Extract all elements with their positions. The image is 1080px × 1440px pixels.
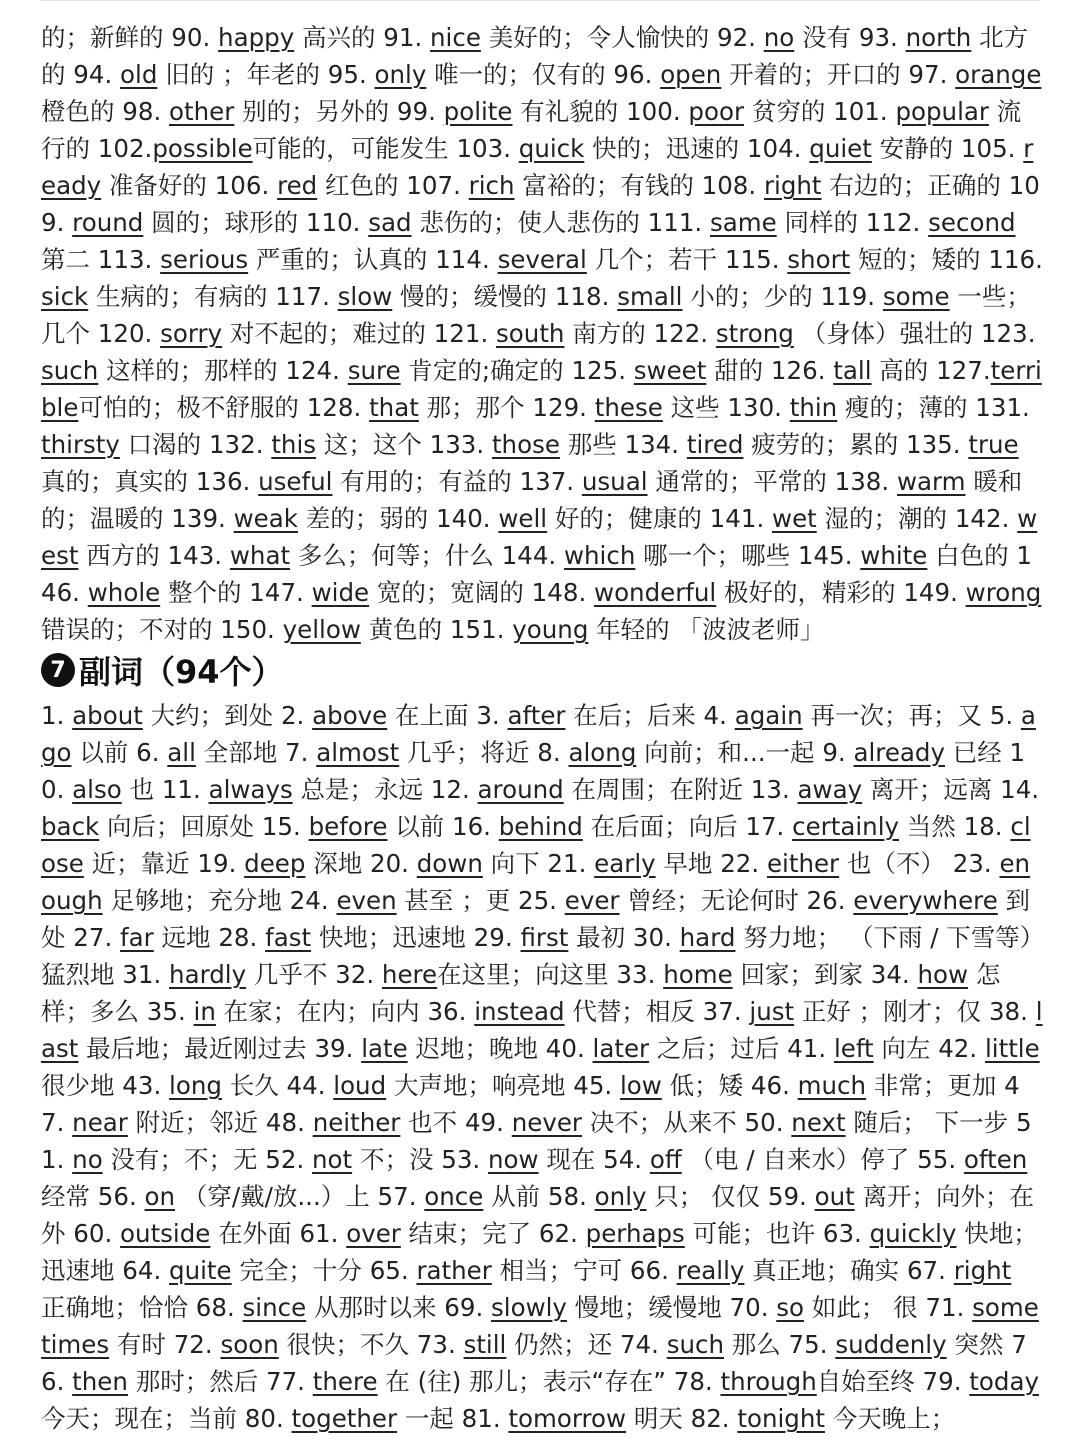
vocab-word: right — [763, 171, 822, 200]
entry-gloss: 今天晚上； — [825, 1404, 956, 1433]
vocab-word: whole — [87, 578, 161, 607]
entry-gloss: 慢的；缓慢的 118. — [392, 282, 618, 311]
entry-gloss: 在周围；在附近 13. — [563, 775, 798, 804]
entry-gloss: 通常的；平常的 138. — [647, 467, 897, 496]
vocab-word: behind — [498, 812, 583, 841]
vocab-word: early — [594, 849, 656, 878]
entry-gloss: 已经 10. — [41, 738, 1026, 804]
entry-gloss: 向下 21. — [482, 849, 595, 878]
vocab-word: near — [72, 1108, 128, 1137]
vocab-word: little — [984, 1034, 1040, 1063]
entry-gloss: 怎样；多么 35. — [41, 960, 1001, 1026]
entry-gloss: 正好 ；刚才；仅 38. — [794, 997, 1036, 1026]
vocab-word: about — [72, 701, 143, 730]
vocab-word: sad — [368, 208, 412, 237]
entry-gloss: 贫穷的 101. — [744, 97, 896, 126]
entry-gloss: 低；矮 46. — [661, 1071, 798, 1100]
vocab-word: not — [312, 1145, 353, 1174]
vocab-word: sorry — [160, 319, 223, 348]
entry-gloss: 右边的；正确的 109. — [41, 171, 1040, 237]
vocab-word: wrong — [965, 578, 1042, 607]
adjective-list-paragraph — [41, 19, 1043, 648]
entry-gloss: 一起 81. — [397, 1404, 509, 1433]
vocab-word: such — [666, 1330, 724, 1359]
entry-gloss: 在外面 61. — [210, 1219, 347, 1248]
entry-gloss: 白色的 146. — [41, 541, 1033, 607]
vocab-word: only — [594, 1182, 647, 1211]
vocab-word: before — [308, 812, 388, 841]
vocab-word: warm — [896, 467, 966, 496]
entry-gloss: 在上面 3. — [387, 701, 508, 730]
vocab-word: slow — [337, 282, 393, 311]
vocab-word: white — [860, 541, 928, 570]
entry-gloss: 短的；矮的 116. — [850, 245, 1043, 274]
entry-gloss: 暖和的；温暖的 139. — [41, 467, 1023, 533]
vocab-word: slowly — [491, 1293, 567, 1322]
vocab-word: sure — [347, 356, 401, 385]
vocab-word: sometimes — [41, 1293, 1039, 1359]
vocab-word: around — [477, 775, 564, 804]
section-number-badge: 7 — [41, 653, 75, 687]
entry-gloss: 最后地；最近刚过去 39. — [78, 1034, 362, 1063]
section-heading — [41, 648, 284, 692]
entry-gloss: 1. — [41, 701, 73, 730]
vocab-word: north — [905, 23, 972, 52]
entry-gloss: 慢地；缓慢地 70. — [566, 1293, 777, 1322]
entry-gloss: 橙色的 98. — [41, 97, 170, 126]
vocab-word: away — [797, 775, 863, 804]
entry-gloss: 仍然；还 74. — [506, 1330, 667, 1359]
vocab-word: just — [749, 997, 795, 1026]
entry-gloss: 一些；几个 120. — [41, 282, 1031, 348]
entry-gloss: 离开；向外；在外 60. — [41, 1182, 1035, 1248]
entry-gloss: 瘦的；薄的 131. — [837, 393, 1030, 422]
entry-gloss: 那时；然后 77. — [127, 1367, 313, 1396]
vocab-word: nice — [430, 23, 481, 52]
entry-gloss: 开着的；开口的 97. — [721, 60, 956, 89]
entry-gloss: 肯定的;确定的 125. — [400, 356, 634, 385]
vocab-word: which — [563, 541, 636, 570]
entry-gloss: 旧的 ；年老的 95. — [157, 60, 375, 89]
vocab-word: in — [193, 997, 216, 1026]
entry-gloss: 那些 134. — [559, 430, 687, 459]
vocab-word: quick — [518, 134, 585, 163]
entry-gloss: 近；靠近 19. — [83, 849, 245, 878]
entry-gloss: （电 / 自来水）停了 55. — [681, 1145, 964, 1174]
vocab-word: always — [208, 775, 293, 804]
vocab-word: sick — [41, 282, 89, 311]
vocab-word: yellow — [282, 615, 361, 644]
vocab-word: over — [346, 1219, 401, 1248]
entry-gloss: 整个的 147. — [160, 578, 312, 607]
vocab-word: together — [291, 1404, 398, 1433]
entry-gloss: 没有 93. — [794, 23, 906, 52]
vocab-word: first — [520, 923, 569, 952]
vocab-word: then — [72, 1367, 128, 1396]
entry-gloss: 好的；健康的 141. — [547, 504, 773, 533]
entry-gloss: 很快；不久 73. — [278, 1330, 464, 1359]
vocab-word: late — [361, 1034, 408, 1063]
entry-gloss: 口渴的 132. — [119, 430, 272, 459]
vocab-word: close — [41, 812, 1031, 878]
entry-gloss: 总是；永远 12. — [292, 775, 478, 804]
vocab-word: soon — [220, 1330, 279, 1359]
vocab-word: everywhere — [853, 886, 998, 915]
vocab-word: popular — [895, 97, 989, 126]
entry-gloss: 代替；相反 37. — [564, 997, 750, 1026]
entry-gloss: 北方的 94. — [41, 23, 1029, 89]
entry-gloss: 也不 49. — [400, 1108, 512, 1137]
vocab-word: same — [710, 208, 777, 237]
entry-gloss: 高兴的 91. — [294, 23, 431, 52]
section-title: 副词（94个） — [79, 653, 284, 691]
entry-gloss: 几乎不 32. — [246, 960, 382, 989]
vocab-word: true — [968, 430, 1019, 459]
entry-gloss: 富裕的；有钱的 108. — [514, 171, 764, 200]
vocab-word: still — [463, 1330, 507, 1359]
entry-gloss: 有时 72. — [109, 1330, 221, 1359]
entry-gloss: 大声地；响亮地 45. — [386, 1071, 620, 1100]
vocab-word: wet — [772, 504, 817, 533]
entry-gloss: 在这里；向这里 33. — [437, 960, 664, 989]
entry-gloss: 可能；也许 63. — [684, 1219, 870, 1248]
entry-gloss: 别的；另外的 99. — [234, 97, 444, 126]
vocab-word: south — [496, 319, 565, 348]
vocab-word: no — [763, 23, 795, 52]
vocab-word: some — [882, 282, 950, 311]
entry-gloss: 不；没 53. — [352, 1145, 488, 1174]
vocab-word: now — [487, 1145, 539, 1174]
entry-gloss: 圆的；球形的 110. — [143, 208, 369, 237]
entry-gloss: 在家；在内；向内 36. — [215, 997, 475, 1026]
entry-gloss: 从前 58. — [483, 1182, 595, 1211]
entry-gloss: 的；新鲜的 90. — [41, 23, 219, 52]
entry-gloss: 悲伤的；使人悲伤的 111. — [411, 208, 710, 237]
entry-gloss: 从那时以来 69. — [306, 1293, 492, 1322]
vocab-word: how — [917, 960, 969, 989]
entry-gloss: 流行的 102. — [41, 97, 1022, 163]
vocab-word: only — [374, 60, 427, 89]
vocab-word: enough — [41, 849, 1031, 915]
vocab-word: strong — [715, 319, 794, 348]
vocab-word: after — [507, 701, 566, 730]
vocab-word: off — [649, 1145, 682, 1174]
vocab-word: fast — [265, 923, 312, 952]
entry-gloss: 也（不） 23. — [839, 849, 1000, 878]
vocab-word: back — [41, 812, 100, 841]
vocab-word: quite — [169, 1256, 232, 1285]
vocab-word: through — [720, 1367, 817, 1396]
entry-gloss: 附近；邻近 48. — [127, 1108, 313, 1137]
entry-gloss: 自始至终 79. — [816, 1367, 970, 1396]
entry-gloss: 极好的，精彩的 149. — [716, 578, 966, 607]
vocab-word: those — [491, 430, 560, 459]
vocab-word: on — [144, 1182, 176, 1211]
entry-gloss: 迟地；晚地 40. — [407, 1034, 593, 1063]
vocab-word: thin — [789, 393, 838, 422]
vocab-word: this — [271, 430, 317, 459]
vocab-word: tired — [686, 430, 744, 459]
cropped-previous-line — [0, 0, 1080, 12]
entry-gloss: 曾经；无论何时 26. — [619, 886, 854, 915]
entry-gloss: 远地 28. — [153, 923, 266, 952]
entry-gloss: 长久 44. — [221, 1071, 334, 1100]
vocab-word: ready — [41, 134, 1034, 200]
entry-gloss: 那；那个 129. — [418, 393, 595, 422]
entry-gloss: 深地 20. — [305, 849, 417, 878]
vocab-word: quickly — [869, 1219, 957, 1248]
vocab-word: next — [791, 1108, 846, 1137]
entry-gloss: 西方的 143. — [78, 541, 230, 570]
entry-gloss: （身体）强壮的 123. — [793, 319, 1036, 348]
vocab-word: polite — [443, 97, 513, 126]
entry-gloss: 全部地 7. — [195, 738, 317, 767]
entry-gloss: 只； 仅仅 59. — [646, 1182, 815, 1211]
vocab-word: certainly — [792, 812, 900, 841]
entry-gloss: 红色的 107. — [317, 171, 469, 200]
vocab-word: tomorrow — [508, 1404, 627, 1433]
vocab-word: quiet — [809, 134, 872, 163]
vocab-word: open — [660, 60, 722, 89]
entry-gloss: 如此； 很 71. — [804, 1293, 973, 1322]
entry-gloss: 南方的 122. — [564, 319, 716, 348]
vocab-word: often — [963, 1145, 1028, 1174]
vocab-word: wonderful — [594, 578, 717, 607]
entry-gloss: 非常；更加 47. — [41, 1071, 1020, 1137]
entry-gloss: 唯一的；仅有的 96. — [426, 60, 661, 89]
vocab-word: above — [312, 701, 388, 730]
entry-gloss: 很少地 43. — [41, 1071, 170, 1100]
entry-gloss: 突然 76. — [41, 1330, 1027, 1396]
vocab-word: well — [498, 504, 548, 533]
entry-gloss: 多么；何等；什么 144. — [290, 541, 564, 570]
vocab-word: orange — [955, 60, 1042, 89]
entry-gloss: 甜的 126. — [706, 356, 834, 385]
entry-gloss: 严重的；认真的 114. — [248, 245, 498, 274]
vocab-word: deep — [244, 849, 306, 878]
vocab-word: poor — [688, 97, 745, 126]
entry-gloss: 之后；过后 41. — [649, 1034, 834, 1063]
vocab-word: small — [617, 282, 683, 311]
entry-gloss: 高的 127. — [871, 356, 991, 385]
entry-gloss: 可能的，可能发生 103. — [252, 134, 519, 163]
entry-gloss: 经常 56. — [41, 1182, 145, 1211]
vocab-word: rich — [468, 171, 515, 200]
entry-gloss: 现在 54. — [538, 1145, 650, 1174]
vocab-word: short — [787, 245, 851, 274]
entry-gloss: 准备好的 106. — [101, 171, 278, 200]
vocab-word: such — [41, 356, 99, 385]
vocab-word: weak — [233, 504, 298, 533]
entry-gloss: 完全；十分 65. — [231, 1256, 417, 1285]
entry-gloss: 错误的；不对的 150. — [41, 615, 283, 644]
vocab-word: here — [381, 960, 438, 989]
vocab-word: rather — [416, 1256, 492, 1285]
vocab-word: left — [833, 1034, 874, 1063]
vocab-word: second — [928, 208, 1016, 237]
entry-gloss: 再一次；再；又 5. — [802, 701, 1021, 730]
entry-gloss: 宽的；宽阔的 148. — [369, 578, 595, 607]
entry-gloss: 回家；到家 34. — [732, 960, 918, 989]
vocab-word: tall — [833, 356, 872, 385]
entry-gloss: 在后面；向后 17. — [582, 812, 793, 841]
vocab-word: that — [369, 393, 419, 422]
entry-gloss: 今天；现在；当前 80. — [41, 1404, 292, 1433]
vocab-word: since — [242, 1293, 307, 1322]
entry-gloss: 早地 22. — [655, 849, 767, 878]
entry-gloss: 快地；迅速地 29. — [311, 923, 521, 952]
entry-gloss: 这；这个 133. — [316, 430, 492, 459]
vocab-word: out — [814, 1182, 855, 1211]
vocab-word: serious — [160, 245, 249, 274]
vocab-word: other — [169, 97, 235, 126]
entry-gloss: 努力地； （下雨 / 下雪等）猛烈地 31. — [41, 923, 1033, 989]
vocab-word: again — [734, 701, 803, 730]
entry-gloss: 大约；到处 2. — [142, 701, 313, 730]
entry-gloss: 快地；迅速地 64. — [41, 1219, 1038, 1285]
entry-gloss: 有用的；有益的 137. — [332, 467, 582, 496]
vocab-word: outside — [120, 1219, 211, 1248]
vocab-word: instead — [474, 997, 565, 1026]
entry-gloss: 几乎；将近 8. — [399, 738, 569, 767]
vocab-word: last — [41, 997, 1043, 1063]
entry-gloss: 向前；和...一起 9. — [636, 738, 854, 767]
vocab-word: low — [619, 1071, 662, 1100]
vocab-word: already — [853, 738, 945, 767]
entry-gloss: （穿/戴/放...）上 57. — [175, 1182, 425, 1211]
vocab-word: red — [277, 171, 318, 200]
entry-gloss: 年轻的 「波波老师」 — [588, 615, 825, 644]
entry-gloss: 在 (往) 那儿；表示“存在” 78. — [377, 1367, 721, 1396]
entry-gloss: 足够地；充分地 24. — [102, 886, 337, 915]
vocab-word: either — [766, 849, 840, 878]
vocab-word: thirsty — [41, 430, 120, 459]
vocab-word: wide — [311, 578, 370, 607]
entry-gloss: 决不；从来不 50. — [581, 1108, 792, 1137]
vocab-word: tonight — [737, 1404, 825, 1433]
entry-gloss: 相当；宁可 66. — [491, 1256, 677, 1285]
vocab-word: ever — [564, 886, 620, 915]
vocab-word: several — [497, 245, 587, 274]
entry-gloss: 以前 16. — [387, 812, 499, 841]
vocab-word: possible — [152, 134, 253, 163]
entry-gloss: 向左 42. — [873, 1034, 985, 1063]
vocab-word: down — [416, 849, 483, 878]
entry-gloss: 当然 18. — [899, 812, 1011, 841]
vocab-word: right — [953, 1256, 1012, 1285]
entry-gloss: 甚至 ；更 25. — [396, 886, 565, 915]
entry-gloss: 向后；回原处 15. — [99, 812, 309, 841]
entry-gloss: 那么 75. — [723, 1330, 836, 1359]
vocab-word: today — [969, 1367, 1039, 1396]
entry-gloss: 小的；少的 119. — [682, 282, 883, 311]
vocab-word: along — [568, 738, 637, 767]
vocab-word: no — [72, 1145, 103, 1174]
vocab-word: ago — [41, 701, 1036, 767]
vocab-word: much — [797, 1071, 867, 1100]
entry-gloss: 安静的 105. — [871, 134, 1024, 163]
vocab-word: really — [676, 1256, 745, 1285]
vocab-word: round — [72, 208, 144, 237]
entry-gloss: 可怕的；极不舒服的 128. — [78, 393, 370, 422]
vocab-word: even — [336, 886, 397, 915]
vocab-word: also — [72, 775, 122, 804]
vocab-word: old — [120, 60, 158, 89]
vocab-word: west — [41, 504, 1038, 570]
vocab-word: there — [312, 1367, 378, 1396]
vocab-word: happy — [218, 23, 295, 52]
entry-gloss: 结束；完了 62. — [400, 1219, 586, 1248]
vocab-word: never — [511, 1108, 582, 1137]
vocab-word: neither — [312, 1108, 401, 1137]
entry-gloss: 哪一个；哪些 145. — [635, 541, 861, 570]
entry-gloss: 以前 6. — [71, 738, 168, 767]
entry-gloss: 对不起的；难过的 121. — [222, 319, 497, 348]
entry-gloss: 这样的；那样的 124. — [98, 356, 348, 385]
entry-gloss: 第二 113. — [41, 245, 161, 274]
entry-gloss: 到处 27. — [41, 886, 1031, 952]
entry-gloss: 疲劳的；累的 135. — [743, 430, 969, 459]
vocab-word: hardly — [169, 960, 247, 989]
vocab-word: so — [776, 1293, 805, 1322]
vocab-word: these — [594, 393, 663, 422]
vocab-word: later — [592, 1034, 650, 1063]
entry-gloss: 美好的；令人愉快的 92. — [480, 23, 764, 52]
vocab-word: hard — [679, 923, 736, 952]
vocab-word: what — [229, 541, 291, 570]
entry-gloss: 快的；迅速的 104. — [584, 134, 810, 163]
vocab-word: suddenly — [835, 1330, 947, 1359]
vocab-word: long — [169, 1071, 222, 1100]
entry-gloss: 同样的 112. — [776, 208, 929, 237]
entry-gloss: 湿的；潮的 142. — [816, 504, 1018, 533]
adverb-list-paragraph — [41, 697, 1043, 1437]
entry-gloss: 真正地；确实 67. — [744, 1256, 954, 1285]
vocab-word: useful — [258, 467, 333, 496]
entry-gloss: 有礼貌的 100. — [512, 97, 689, 126]
vocab-word: sweet — [633, 356, 707, 385]
vocab-word: loud — [333, 1071, 387, 1100]
vocab-word: once — [424, 1182, 484, 1211]
entry-gloss: 也 11. — [121, 775, 209, 804]
vocab-word: almost — [316, 738, 400, 767]
entry-gloss: 最初 30. — [568, 923, 680, 952]
vocab-word: terrible — [41, 356, 1042, 422]
vocab-word: home — [663, 960, 733, 989]
vocab-word: young — [512, 615, 589, 644]
entry-gloss: 几个；若干 115. — [586, 245, 788, 274]
vocab-word: usual — [581, 467, 648, 496]
entry-gloss: 正确地；恰恰 68. — [41, 1293, 243, 1322]
entry-gloss: 真的；真实的 136. — [41, 467, 259, 496]
entry-gloss: 这些 130. — [662, 393, 790, 422]
vocab-word: perhaps — [585, 1219, 685, 1248]
entry-gloss: 黄色的 151. — [360, 615, 513, 644]
entry-gloss: 差的；弱的 140. — [297, 504, 499, 533]
vocab-word: all — [167, 738, 196, 767]
entry-gloss: 随后； 下一步 51. — [41, 1108, 1032, 1174]
entry-gloss: 生病的；有病的 117. — [88, 282, 338, 311]
entry-gloss: 没有；不；无 52. — [102, 1145, 313, 1174]
vocab-word: far — [120, 923, 154, 952]
entry-gloss: 在后；后来 4. — [565, 701, 735, 730]
entry-gloss: 离开；远离 14. — [862, 775, 1040, 804]
entry-gloss: 明天 82. — [626, 1404, 738, 1433]
